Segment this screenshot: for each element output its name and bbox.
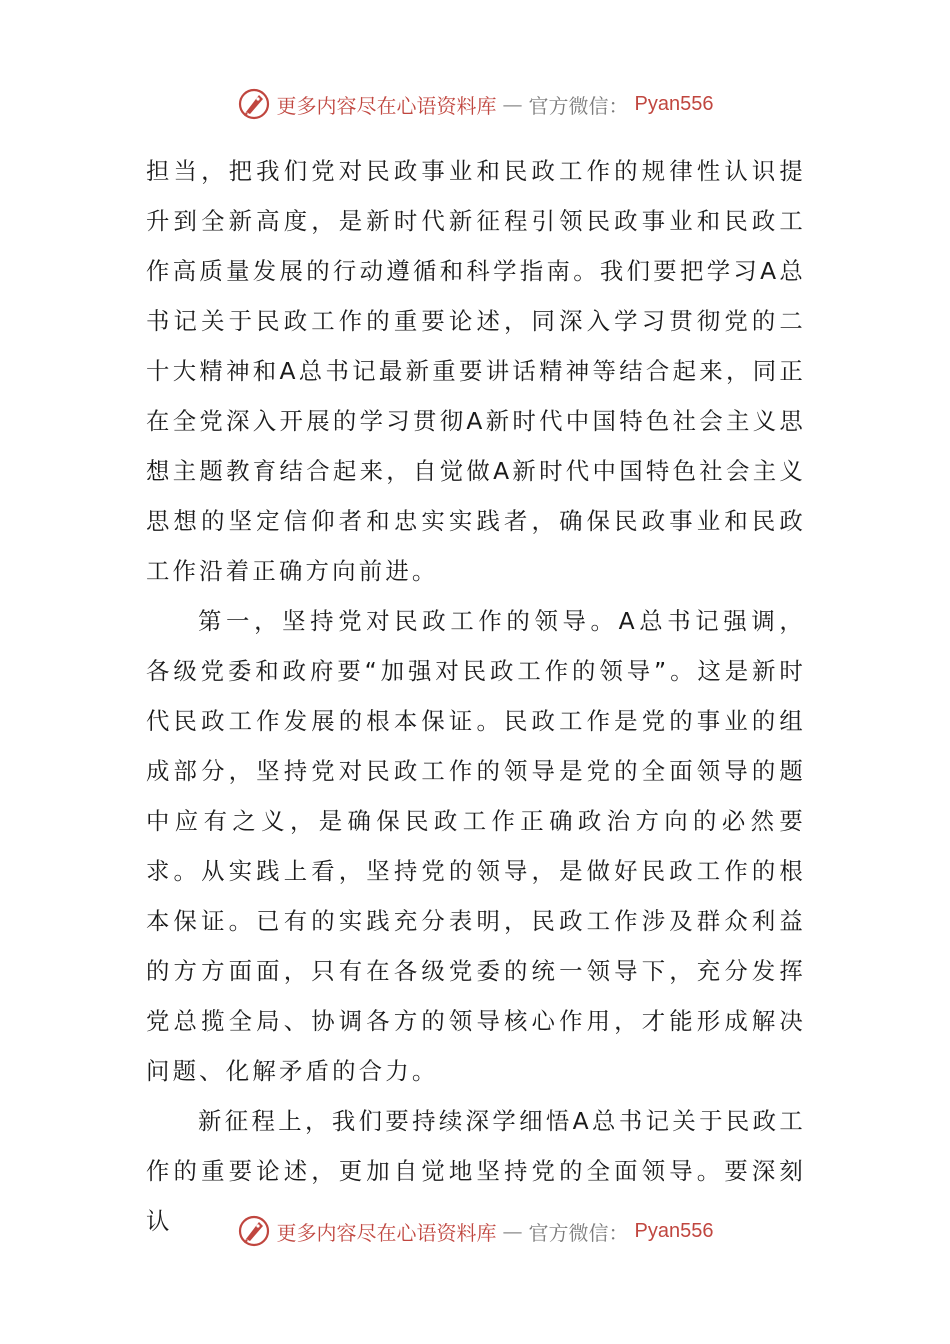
watermark-site-text: 更多内容尽在心语资料库 [276, 93, 497, 118]
watermark-wechat-id: Pyan556 [634, 92, 714, 115]
watermark-wechat-label: 官方微信： [528, 93, 629, 118]
pen-nib-icon [237, 1214, 271, 1248]
watermark-wechat-id: Pyan556 [634, 1219, 714, 1242]
paragraph-continued: 担当，把我们党对民政事业和民政工作的规律性认识提升到全新高度，是新时代新征程引领民政事业和民政工作高质量发展的行动遵循和科学指南。我们要把学习A总书记关于民政工作的重要论述，同深入学习贯彻党的二十大精神和A总书记最新重要讲话精神等结合起来，同正在全党深入开展的学习贯彻A新时代中国特色社会主义思想主题教育结合起来，自觉做A新时代中国特色社会主义思想的坚定信仰者和忠实实践者，确保民政事业和民政工作沿着正确方向前进。 [146, 157, 806, 585]
footer-watermark [0, 1211, 950, 1251]
paragraph-first-point: 第一，坚持党对民政工作的领导。A总书记强调， 各级党委和政府要“加强对民政工作的领导”。这是新时代民政工作发展的根本保证。民政工作是党的事业的组成部分，坚持党对民政工作的领导是党的全面领导的题中应有之义，是确保民政工作正确政治方向的必然要求。从实践上看，坚持党的领导，是做好民政工作的根本保证。已有的实践充分表明，民政工作涉及群众利益的方方面面，只有在各级党委的统一领导下，充分发挥党总揽全局、协调各方的领导核心作用，才能形成解决问题、化解矛盾的合力。 [146, 607, 806, 1085]
header-watermark [0, 84, 950, 124]
watermark-dash: — [502, 92, 523, 116]
watermark-dash: — [502, 1219, 523, 1243]
watermark-site-text: 更多内容尽在心语资料库 [276, 1220, 497, 1245]
document-body [146, 146, 806, 1246]
paragraph-new-journey: 新征程上，我们要持续深学细悟A总书记关于民政工作的重要论述，更加自觉地坚持党的全面领导。要深刻认 [146, 1107, 806, 1235]
watermark-wechat-label: 官方微信： [528, 1220, 629, 1245]
pen-nib-icon [237, 87, 271, 121]
